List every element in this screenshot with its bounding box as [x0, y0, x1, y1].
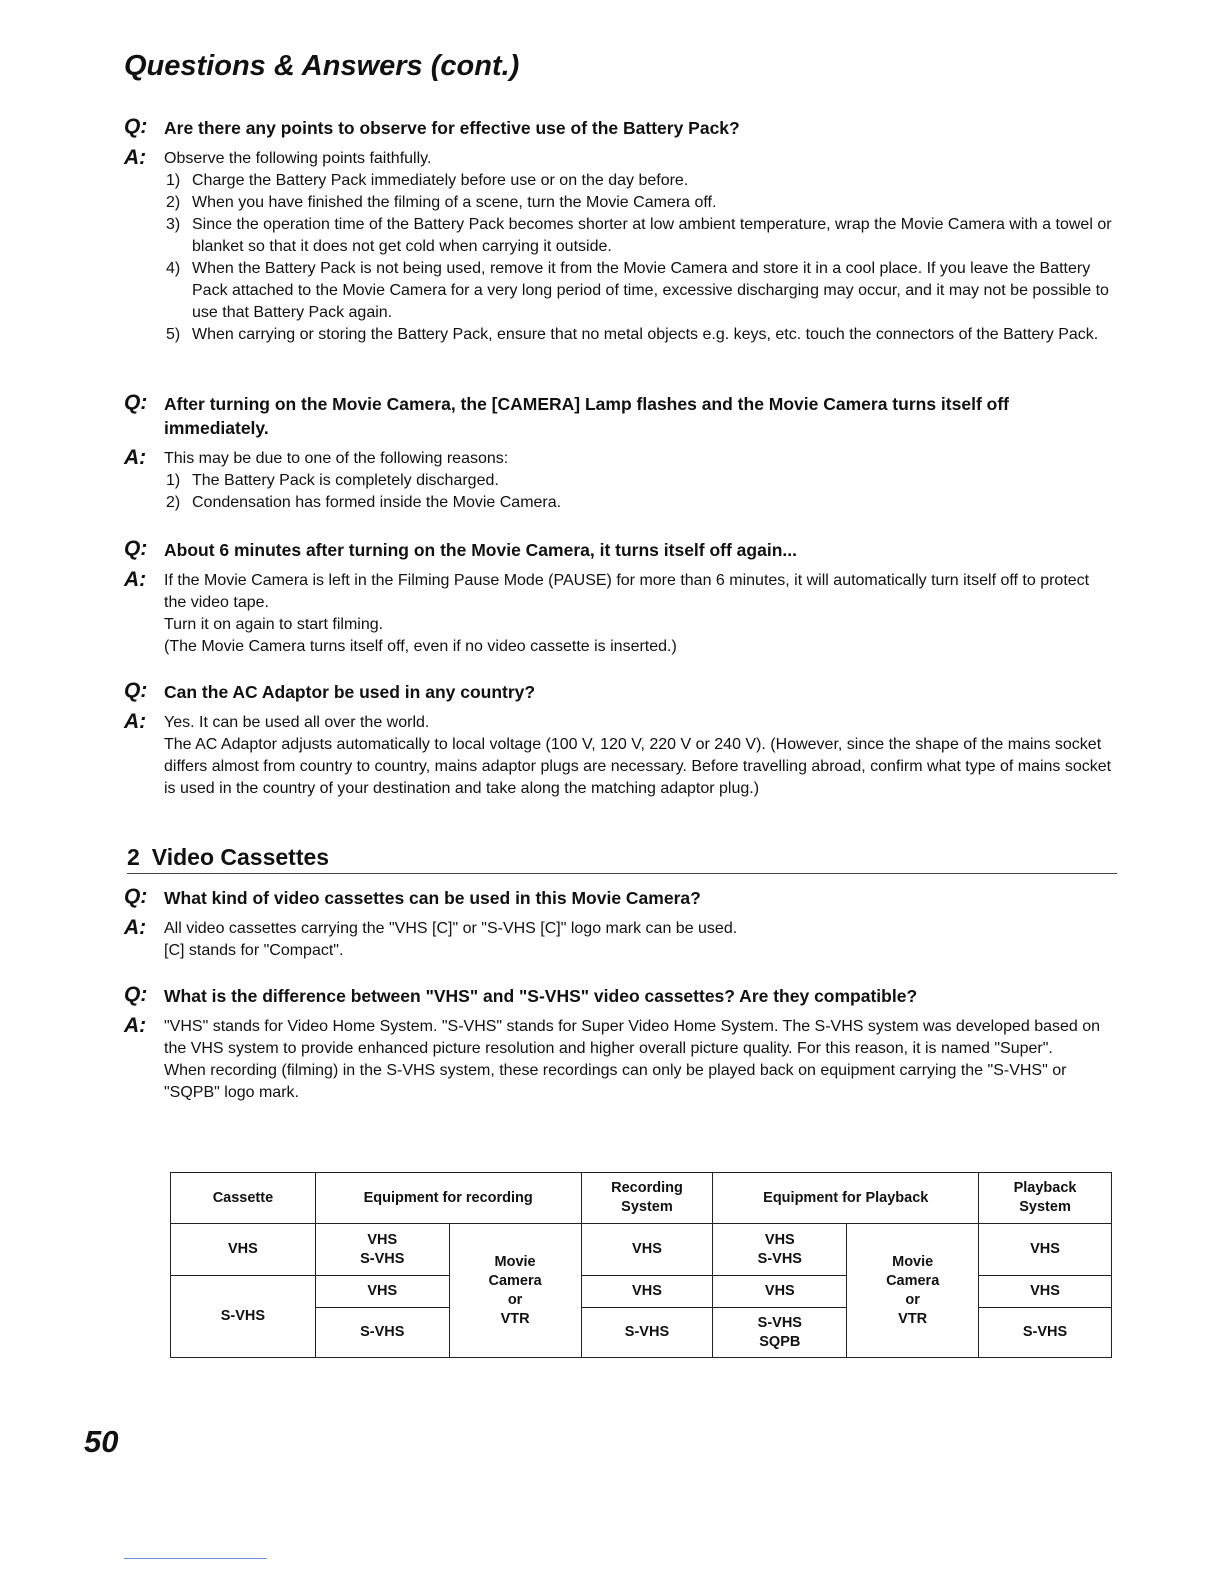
header-equipment-playback: Equipment for Playback: [713, 1173, 979, 1224]
cell-device-playback: Movie Camera or VTR: [847, 1224, 979, 1358]
answer-paragraph: (The Movie Camera turns itself off, even if no video cassette is inserted.): [164, 638, 677, 655]
answer-label: A:: [124, 568, 147, 591]
question-label: Q:: [124, 983, 148, 1006]
list-item: 4) When the Battery Pack is not being used, remove it from the Movie Camera and store it in a cool place. If you leave the Battery Pack attached to the Movie Camera for a very long period of time, excessive discharging may occur, and it may not be possible to use that Battery Pack again.: [166, 260, 1109, 321]
answer-paragraph: [C] stands for "Compact".: [164, 942, 344, 959]
cell-recording-system: VHS: [581, 1224, 713, 1276]
cell-cassette: VHS: [171, 1224, 316, 1276]
answer-paragraph: Yes. It can be used all over the world.: [164, 714, 430, 731]
header-cassette: Cassette: [171, 1173, 316, 1224]
answer-label: A:: [124, 710, 147, 733]
cell-equipment-recording: S-VHS: [315, 1308, 449, 1358]
cell-recording-system: S-VHS: [581, 1308, 713, 1358]
answer-label: A:: [124, 146, 147, 169]
answer-paragraph: The AC Adaptor adjusts automatically to local voltage (100 V, 120 V, 220 V or 240 V). (However, since the shape of the mains socket differs almost from country to country, mains adaptor plugs are necessary. Before travelling abroad, confirm what type of mains socket is used in the country of your destination and take along the matching adaptor plug.): [164, 736, 1112, 797]
answer-paragraph: Turn it on again to start filming.: [164, 616, 384, 633]
header-equipment-recording: Equipment for recording: [315, 1173, 581, 1224]
answer-paragraph: If the Movie Camera is left in the Filming Pause Mode (PAUSE) for more than 6 minutes, it will automatically turn itself off to protect the video tape.: [164, 572, 1090, 611]
cell-equipment-recording: VHS: [315, 1276, 449, 1308]
question-text: Are there any points to observe for effective use of the Battery Pack?: [164, 118, 740, 138]
cell-equipment-playback: VHS: [713, 1276, 847, 1308]
cell-equipment-playback: S-VHS SQPB: [713, 1308, 847, 1358]
question-text: Can the AC Adaptor be used in any country?: [164, 682, 536, 702]
section-title: Video Cassettes: [151, 844, 330, 870]
question-text: About 6 minutes after turning on the Movie Camera, it turns itself off again...: [164, 540, 797, 560]
table-header-row: [171, 1173, 1112, 1224]
question-text: After turning on the Movie Camera, the [CAMERA] Lamp flashes and the Movie Camera turns itself off immediately.: [164, 394, 1009, 438]
qa-battery-pack: [124, 116, 1114, 346]
list-item: 5) When carrying or storing the Battery Pack, ensure that no metal objects e.g. keys, etc. touch the connectors of the Battery Pack.: [166, 326, 1099, 343]
qa-cassette-kind: [124, 886, 1114, 962]
answer-intro: Observe the following points faithfully.: [164, 150, 432, 167]
answer-paragraph: When recording (filming) in the S-VHS system, these recordings can only be played back on equipment carrying the "S-VHS" or "SQPB" logo mark.: [164, 1062, 1067, 1101]
question: [124, 116, 1114, 140]
question: [124, 680, 1114, 704]
qa-camera-lamp: [124, 392, 1114, 514]
answer-label: A:: [124, 1014, 147, 1037]
list-item: 1) The Battery Pack is completely discharged.: [166, 472, 499, 489]
compatibility-table: [170, 1172, 1112, 1358]
question: [124, 984, 1114, 1008]
cell-recording-system: VHS: [581, 1276, 713, 1308]
qa-ac-adaptor: [124, 680, 1114, 800]
cell-playback-system: S-VHS: [979, 1308, 1112, 1358]
list-item: 3) Since the operation time of the Battery Pack becomes shorter at low ambient temperature, wrap the Movie Camera with a towel or blanket so that it does not get cold when carrying it outside.: [166, 216, 1112, 255]
answer: [124, 1016, 1114, 1104]
question-label: Q:: [124, 885, 148, 908]
question-text: What kind of video cassettes can be used in this Movie Camera?: [164, 888, 701, 908]
question-label: Q:: [124, 537, 148, 560]
answer: [124, 570, 1114, 658]
answer-paragraph: "VHS" stands for Video Home System. "S-VHS" stands for Super Video Home System. The S-VHS system was developed based on the VHS system to provide enhanced picture resolution and higher overall picture quality. For this reason, it is named "Super".: [164, 1018, 1101, 1057]
qa-vhs-svhs: [124, 984, 1114, 1104]
table-row: [171, 1224, 1112, 1276]
list-item: 2) When you have finished the filming of a scene, turn the Movie Camera off.: [166, 194, 717, 211]
cell-playback-system: VHS: [979, 1224, 1112, 1276]
section-number: 2: [127, 844, 140, 870]
cell-device-recording: Movie Camera or VTR: [449, 1224, 581, 1358]
qa-auto-off: [124, 538, 1114, 658]
question: [124, 886, 1114, 910]
header-playback-system: Playback System: [979, 1173, 1112, 1224]
cell-equipment-playback: VHS S-VHS: [713, 1224, 847, 1276]
answer: [124, 148, 1114, 346]
cell-cassette: S-VHS: [171, 1276, 316, 1358]
page-title: Questions & Answers (cont.): [124, 50, 520, 82]
question: [124, 392, 1114, 440]
page-number: 50: [84, 1424, 119, 1459]
section-heading: [127, 844, 1117, 874]
answer: [124, 712, 1114, 800]
answer-label: A:: [124, 446, 147, 469]
header-recording-system: Recording System: [581, 1173, 713, 1224]
question-label: Q:: [124, 115, 148, 138]
list-item: 2) Condensation has formed inside the Movie Camera.: [166, 494, 562, 511]
answer: [124, 448, 1114, 514]
list-item: 1) Charge the Battery Pack immediately before use or on the day before.: [166, 172, 689, 189]
answer: [124, 918, 1114, 962]
question-text: What is the difference between "VHS" and "S-VHS" video cassettes? Are they compatible?: [164, 986, 918, 1006]
answer-intro: This may be due to one of the following reasons:: [164, 450, 509, 467]
question-label: Q:: [124, 391, 148, 414]
question: [124, 538, 1114, 562]
cell-equipment-recording: VHS S-VHS: [315, 1224, 449, 1276]
question-label: Q:: [124, 679, 148, 702]
cell-playback-system: VHS: [979, 1276, 1112, 1308]
answer-paragraph: All video cassettes carrying the "VHS [C]" or "S-VHS [C]" logo mark can be used.: [164, 920, 738, 937]
footer-divider: [124, 1558, 267, 1559]
answer-label: A:: [124, 916, 147, 939]
